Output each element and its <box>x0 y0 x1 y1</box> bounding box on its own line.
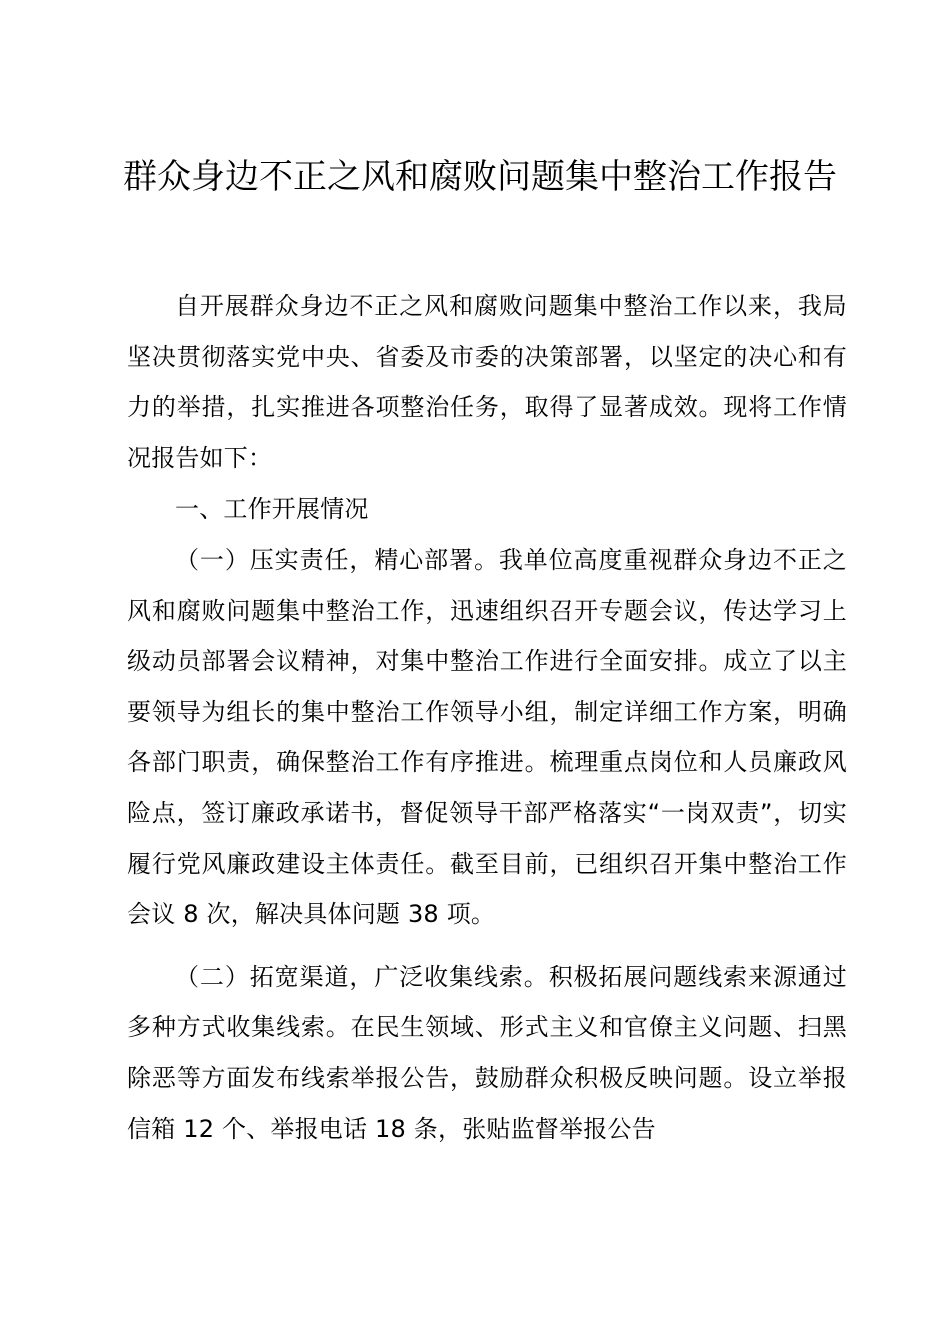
subsection-paragraph-1: （一）压实责任，精心部署。我单位高度重视群众身边不正之风和腐败问题集中整治工作，迅速组织召开专题会议，传达学习上级动员部署会议精神，对集中整治工作进行全面安排。成立了以主要领导为组长的集中整治工作领导小组，制定详细工作方案，明确各部门职责，确保整治工作有序推进。梳理重点岗位和人员廉政风险点，签订廉政承诺书，督促领导干部严格落实“一岗双责”，切实履行党风廉政建设主体责任。截至目前，已组织召开集中整治工作会议 8 次，解决具体问题 38 项。 <box>127 545 847 929</box>
document-title: 群众身边不正之风和腐败问题集中整治工作报告 <box>123 157 837 197</box>
subsection-paragraph-2: （二）拓宽渠道，广泛收集线索。积极拓展问题线索来源通过多种方式收集线索。在民生领域、形式主义和官僚主义问题、扫黑除恶等方面发布线索举报公告，鼓励群众积极反映问题。设立举报信箱 12 个、举报电话 18 条，张贴监督举报公告 <box>127 962 847 1143</box>
section-heading: 一、工作开展情况 <box>175 495 369 524</box>
document-body <box>127 281 847 1154</box>
intro-paragraph: 自开展群众身边不正之风和腐败问题集中整治工作以来，我局坚决贯彻落实党中央、省委及市委的决策部署，以坚定的决心和有力的举措，扎实推进各项整治任务，取得了显著成效。现将工作情况报告如下： <box>127 292 847 472</box>
